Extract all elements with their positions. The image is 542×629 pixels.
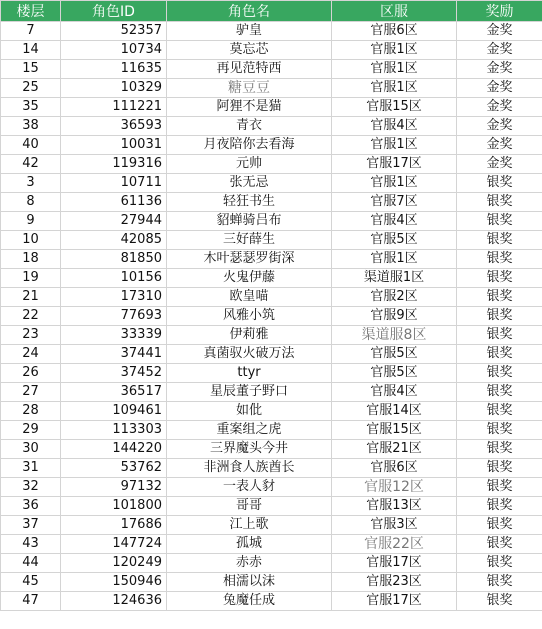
table-row [1, 592, 542, 611]
server-cell: 官服5区 [332, 345, 457, 364]
role-name-cell: 三界魔头今井 [167, 440, 332, 459]
award-cell: 银奖 [457, 459, 542, 478]
award-cell: 金奖 [457, 79, 542, 98]
server-cell: 官服5区 [332, 231, 457, 250]
floor-cell: 24 [1, 345, 61, 364]
header-award: 奖励 [457, 1, 542, 22]
table-row [1, 383, 542, 402]
award-cell: 银奖 [457, 193, 542, 212]
role-id-cell: 10711 [61, 174, 167, 193]
role-name-cell: 一表人豺 [167, 478, 332, 497]
role-id-cell: 10031 [61, 136, 167, 155]
server-cell: 官服17区 [332, 554, 457, 573]
award-cell: 银奖 [457, 535, 542, 554]
award-cell: 银奖 [457, 554, 542, 573]
role-id-cell: 17686 [61, 516, 167, 535]
award-cell: 银奖 [457, 573, 542, 592]
floor-cell: 9 [1, 212, 61, 231]
table-row [1, 79, 542, 98]
server-cell: 官服17区 [332, 155, 457, 174]
role-id-cell: 150946 [61, 573, 167, 592]
role-id-cell: 37452 [61, 364, 167, 383]
server-cell: 官服6区 [332, 22, 457, 41]
role-name-cell: 赤赤 [167, 554, 332, 573]
server-cell: 官服4区 [332, 117, 457, 136]
award-cell: 银奖 [457, 364, 542, 383]
role-name-cell: 木叶瑟瑟罗街深 [167, 250, 332, 269]
floor-cell: 18 [1, 250, 61, 269]
role-id-cell: 53762 [61, 459, 167, 478]
floor-cell: 30 [1, 440, 61, 459]
award-cell: 银奖 [457, 421, 542, 440]
server-cell: 官服13区 [332, 497, 457, 516]
table-row [1, 364, 542, 383]
role-id-cell: 37441 [61, 345, 167, 364]
award-cell: 金奖 [457, 41, 542, 60]
header-role-name: 角色名 [167, 1, 332, 22]
floor-cell: 35 [1, 98, 61, 117]
server-cell: 官服1区 [332, 60, 457, 79]
server-cell: 官服15区 [332, 421, 457, 440]
award-cell: 银奖 [457, 345, 542, 364]
floor-cell: 3 [1, 174, 61, 193]
award-cell: 银奖 [457, 250, 542, 269]
table-row [1, 573, 542, 592]
server-cell: 官服3区 [332, 516, 457, 535]
floor-cell: 44 [1, 554, 61, 573]
table-row [1, 60, 542, 79]
server-cell: 官服22区 [332, 535, 457, 554]
table-row [1, 554, 542, 573]
role-name-cell: 张无忌 [167, 174, 332, 193]
role-id-cell: 33339 [61, 326, 167, 345]
server-cell: 官服7区 [332, 193, 457, 212]
role-id-cell: 120249 [61, 554, 167, 573]
role-id-cell: 52357 [61, 22, 167, 41]
table-body [1, 22, 542, 611]
table-row [1, 535, 542, 554]
server-cell: 渠道服8区 [332, 326, 457, 345]
server-cell: 官服1区 [332, 174, 457, 193]
server-cell: 官服6区 [332, 459, 457, 478]
role-name-cell: 重案组之虎 [167, 421, 332, 440]
floor-cell: 10 [1, 231, 61, 250]
role-name-cell: 三好薛生 [167, 231, 332, 250]
role-id-cell: 42085 [61, 231, 167, 250]
role-id-cell: 17310 [61, 288, 167, 307]
server-cell: 渠道服1区 [332, 269, 457, 288]
award-cell: 银奖 [457, 307, 542, 326]
server-cell: 官服23区 [332, 573, 457, 592]
server-cell: 官服4区 [332, 383, 457, 402]
award-cell: 金奖 [457, 98, 542, 117]
floor-cell: 26 [1, 364, 61, 383]
award-cell: 银奖 [457, 269, 542, 288]
role-name-cell: 轻狂书生 [167, 193, 332, 212]
table-row [1, 250, 542, 269]
role-id-cell: 77693 [61, 307, 167, 326]
floor-cell: 14 [1, 41, 61, 60]
role-id-cell: 119316 [61, 155, 167, 174]
role-id-cell: 109461 [61, 402, 167, 421]
role-name-cell: 青衣 [167, 117, 332, 136]
table-row [1, 136, 542, 155]
award-cell: 金奖 [457, 22, 542, 41]
table-row [1, 516, 542, 535]
table-row [1, 440, 542, 459]
floor-cell: 28 [1, 402, 61, 421]
floor-cell: 25 [1, 79, 61, 98]
header-server: 区服 [332, 1, 457, 22]
role-id-cell: 144220 [61, 440, 167, 459]
role-id-cell: 27944 [61, 212, 167, 231]
role-name-cell: 江上歌 [167, 516, 332, 535]
table-row [1, 497, 542, 516]
role-name-cell: ttyr [167, 364, 332, 383]
award-cell: 银奖 [457, 592, 542, 611]
server-cell: 官服2区 [332, 288, 457, 307]
table-row [1, 459, 542, 478]
role-name-cell: 月夜陪你去看海 [167, 136, 332, 155]
floor-cell: 22 [1, 307, 61, 326]
server-cell: 官服1区 [332, 41, 457, 60]
floor-cell: 23 [1, 326, 61, 345]
server-cell: 官服14区 [332, 402, 457, 421]
role-name-cell: 元帅 [167, 155, 332, 174]
header-row [1, 1, 542, 22]
floor-cell: 27 [1, 383, 61, 402]
table-row [1, 22, 542, 41]
table-row [1, 478, 542, 497]
role-name-cell: 莫忘芯 [167, 41, 332, 60]
server-cell: 官服21区 [332, 440, 457, 459]
role-name-cell: 风雅小筑 [167, 307, 332, 326]
server-cell: 官服1区 [332, 79, 457, 98]
role-name-cell: 驴皇 [167, 22, 332, 41]
table-row [1, 288, 542, 307]
award-cell: 银奖 [457, 440, 542, 459]
server-cell: 官服1区 [332, 250, 457, 269]
role-name-cell: 真菌驭火破万法 [167, 345, 332, 364]
header-role-id: 角色ID [61, 1, 167, 22]
floor-cell: 40 [1, 136, 61, 155]
floor-cell: 47 [1, 592, 61, 611]
role-name-cell: 伊莉雅 [167, 326, 332, 345]
role-name-cell: 非洲食人族酋长 [167, 459, 332, 478]
role-id-cell: 36517 [61, 383, 167, 402]
table-row [1, 41, 542, 60]
role-id-cell: 36593 [61, 117, 167, 136]
award-cell: 银奖 [457, 478, 542, 497]
floor-cell: 43 [1, 535, 61, 554]
table-row [1, 174, 542, 193]
table-row [1, 307, 542, 326]
server-cell: 官服12区 [332, 478, 457, 497]
role-id-cell: 81850 [61, 250, 167, 269]
role-name-cell: 貂蝉骑吕布 [167, 212, 332, 231]
role-id-cell: 10734 [61, 41, 167, 60]
award-cell: 金奖 [457, 60, 542, 79]
header-floor: 楼层 [1, 1, 61, 22]
role-name-cell: 火鬼伊藤 [167, 269, 332, 288]
table-row [1, 155, 542, 174]
award-cell: 金奖 [457, 155, 542, 174]
role-name-cell: 再见范特西 [167, 60, 332, 79]
server-cell: 官服15区 [332, 98, 457, 117]
floor-cell: 42 [1, 155, 61, 174]
award-cell: 银奖 [457, 231, 542, 250]
server-cell: 官服1区 [332, 136, 457, 155]
floor-cell: 31 [1, 459, 61, 478]
award-cell: 金奖 [457, 117, 542, 136]
award-cell: 银奖 [457, 402, 542, 421]
table-row [1, 117, 542, 136]
server-cell: 官服17区 [332, 592, 457, 611]
award-cell: 银奖 [457, 288, 542, 307]
server-cell: 官服4区 [332, 212, 457, 231]
floor-cell: 19 [1, 269, 61, 288]
floor-cell: 15 [1, 60, 61, 79]
table-row [1, 345, 542, 364]
table-row [1, 421, 542, 440]
role-id-cell: 113303 [61, 421, 167, 440]
floor-cell: 45 [1, 573, 61, 592]
server-cell: 官服5区 [332, 364, 457, 383]
award-cell: 银奖 [457, 174, 542, 193]
role-id-cell: 124636 [61, 592, 167, 611]
floor-cell: 32 [1, 478, 61, 497]
floor-cell: 8 [1, 193, 61, 212]
table-row [1, 193, 542, 212]
table-row [1, 326, 542, 345]
award-cell: 银奖 [457, 212, 542, 231]
table-row [1, 212, 542, 231]
table-row [1, 98, 542, 117]
role-id-cell: 10156 [61, 269, 167, 288]
floor-cell: 38 [1, 117, 61, 136]
floor-cell: 21 [1, 288, 61, 307]
table-row [1, 269, 542, 288]
role-name-cell: 孤城 [167, 535, 332, 554]
floor-cell: 29 [1, 421, 61, 440]
award-cell: 银奖 [457, 326, 542, 345]
role-id-cell: 11635 [61, 60, 167, 79]
role-id-cell: 61136 [61, 193, 167, 212]
table-row [1, 402, 542, 421]
role-name-cell: 欧皇喵 [167, 288, 332, 307]
server-cell: 官服9区 [332, 307, 457, 326]
role-id-cell: 10329 [61, 79, 167, 98]
role-name-cell: 星辰董子野口 [167, 383, 332, 402]
role-name-cell: 如仳 [167, 402, 332, 421]
table-row [1, 231, 542, 250]
role-id-cell: 101800 [61, 497, 167, 516]
role-id-cell: 111221 [61, 98, 167, 117]
role-name-cell: 糖豆豆 [167, 79, 332, 98]
role-name-cell: 兔魔任成 [167, 592, 332, 611]
award-cell: 银奖 [457, 383, 542, 402]
award-cell: 银奖 [457, 497, 542, 516]
floor-cell: 7 [1, 22, 61, 41]
role-name-cell: 阿狸不是猫 [167, 98, 332, 117]
role-name-cell: 相濡以沫 [167, 573, 332, 592]
award-cell: 银奖 [457, 516, 542, 535]
role-id-cell: 147724 [61, 535, 167, 554]
floor-cell: 36 [1, 497, 61, 516]
award-cell: 金奖 [457, 136, 542, 155]
floor-cell: 37 [1, 516, 61, 535]
role-id-cell: 97132 [61, 478, 167, 497]
role-name-cell: 哥哥 [167, 497, 332, 516]
